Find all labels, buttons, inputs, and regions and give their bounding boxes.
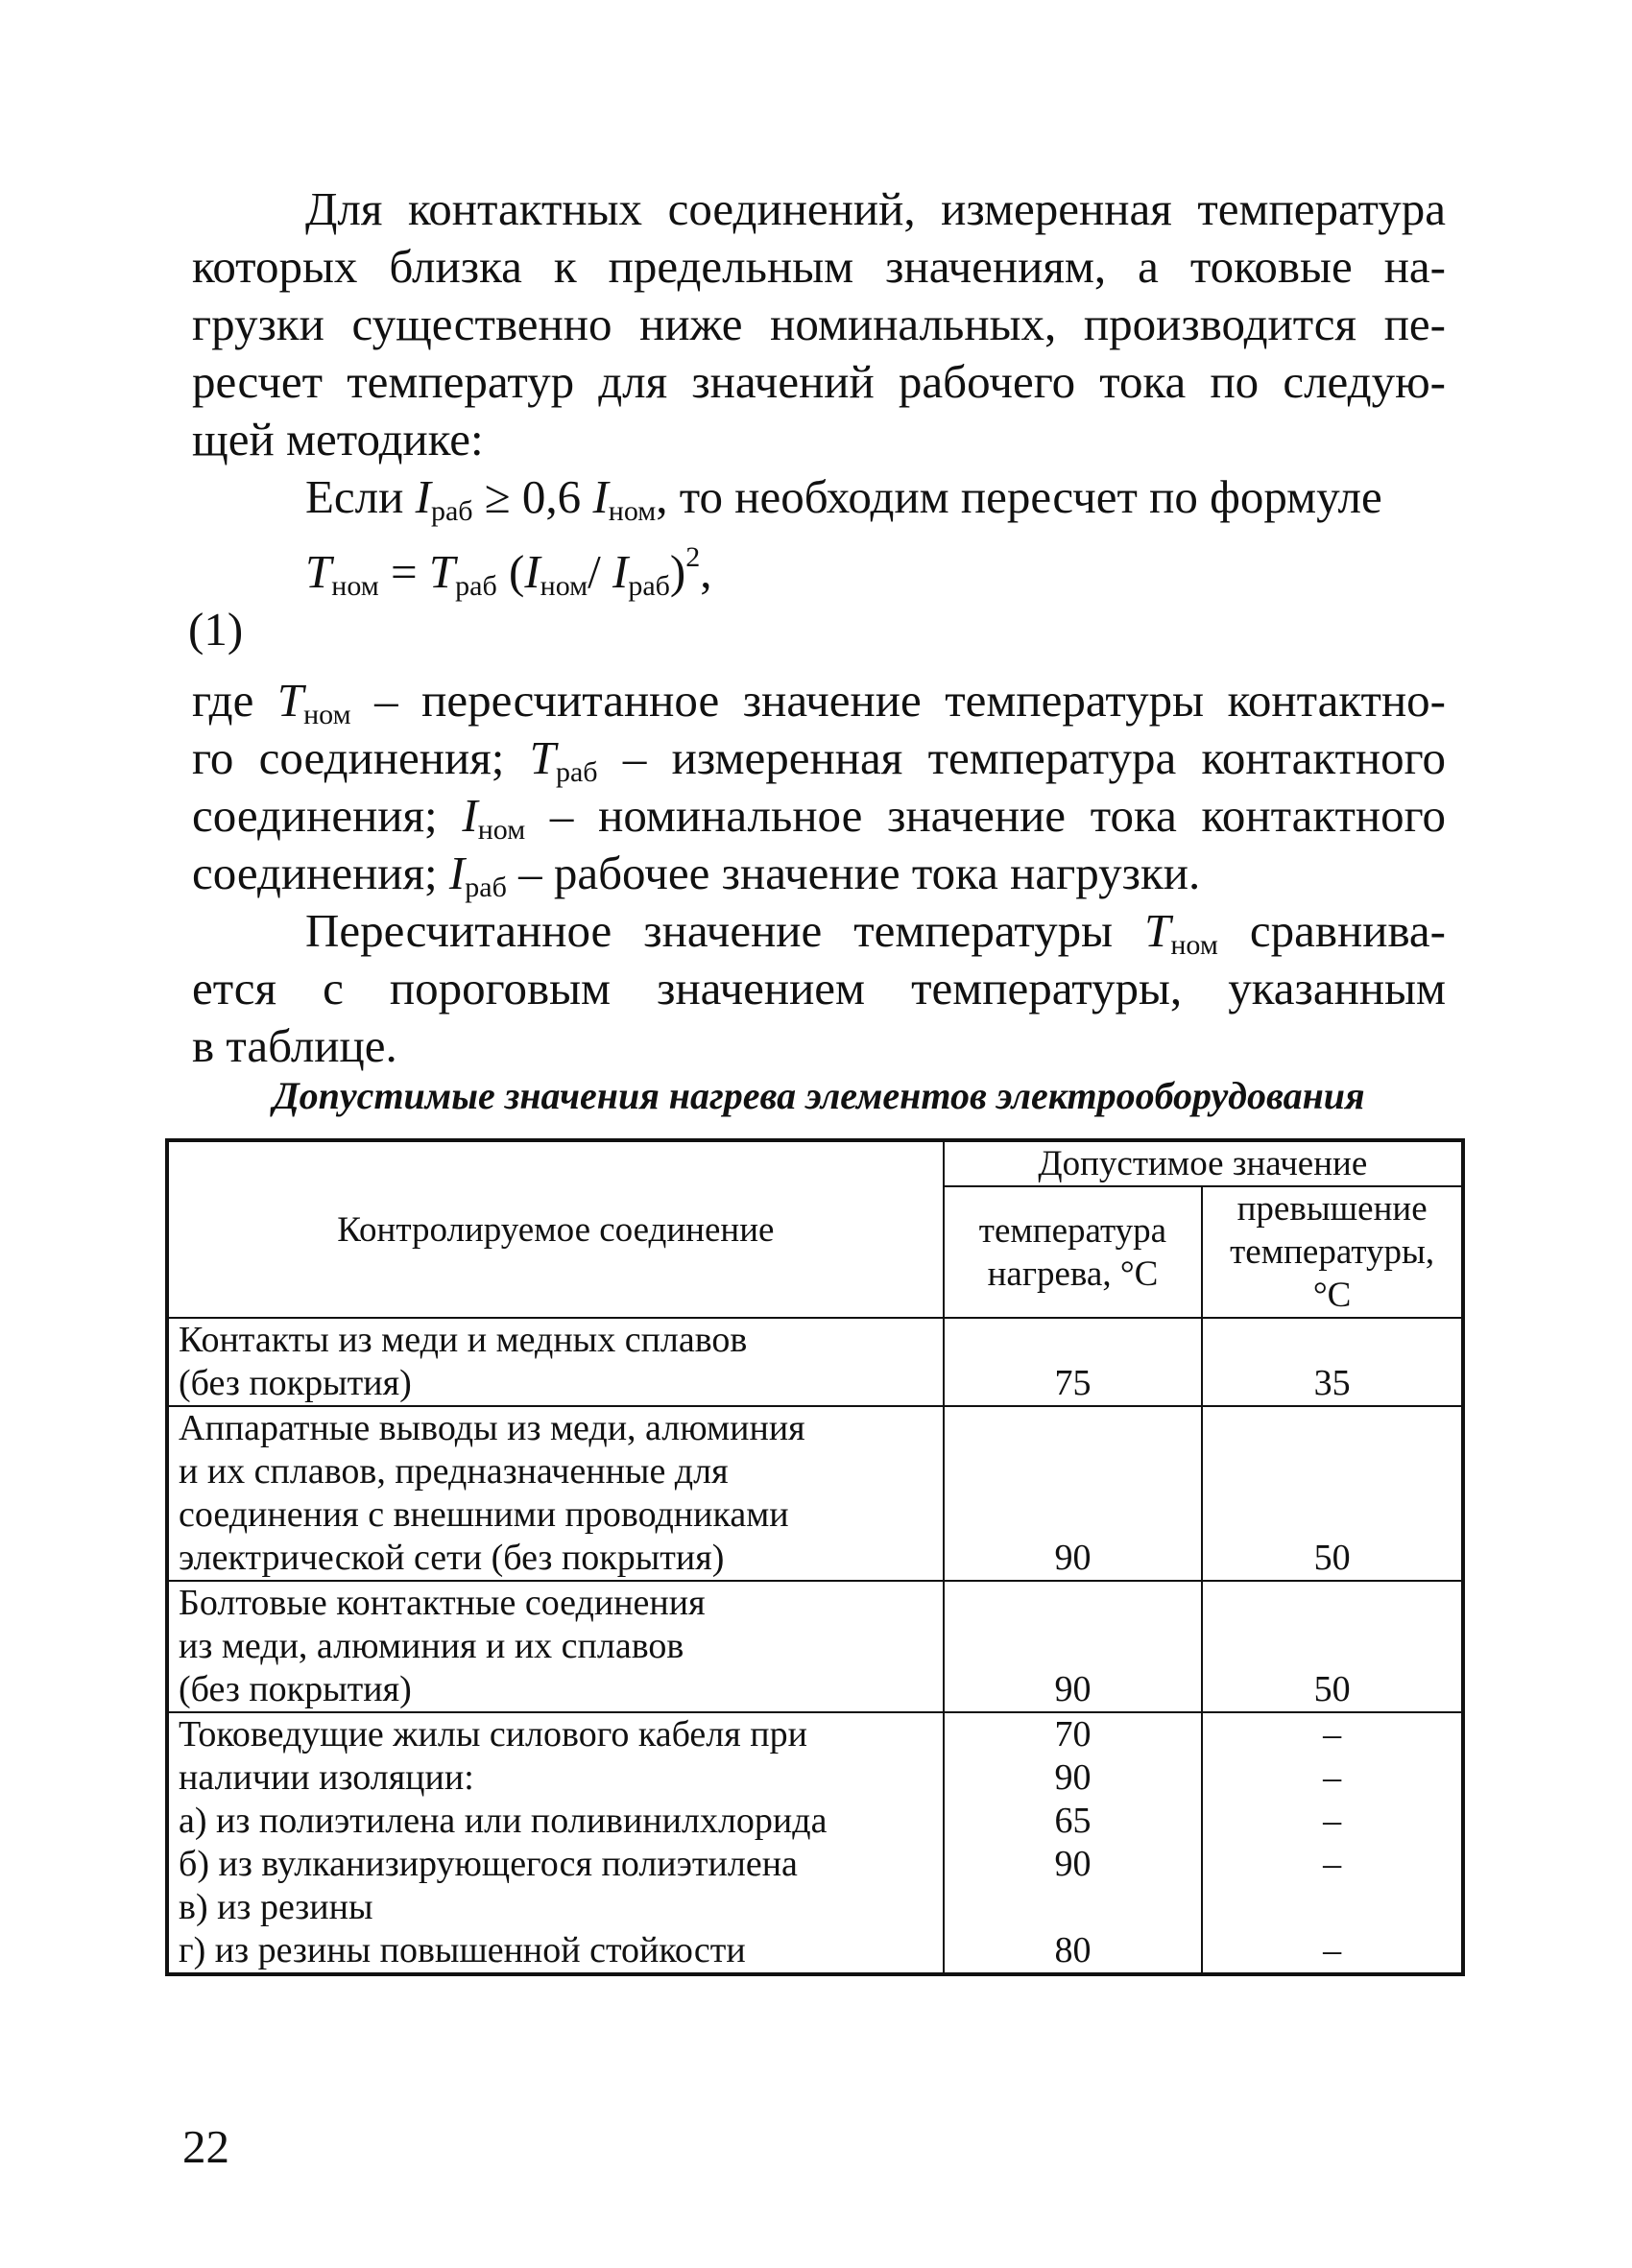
header-connection: Контролируемое соединение [167, 1140, 944, 1318]
cell-value [954, 1886, 1192, 1929]
sub-nom: ном [540, 570, 588, 602]
text-line: ется с пороговым значением температуры, указанным [192, 962, 1446, 1015]
cell-value: – [1323, 1757, 1342, 1798]
var-i: I [415, 470, 431, 523]
cell-line: Болтовые контактные соединения [179, 1583, 706, 1623]
text: сравнива- [1217, 904, 1446, 957]
text-line: грузки существенно ниже номинальных, производится пе- [192, 298, 1446, 350]
row-excess [1202, 1581, 1463, 1712]
table-row [167, 1406, 1463, 1581]
text-line [192, 672, 1446, 729]
cell-value: 80 [1054, 1930, 1092, 1970]
text-line: которых близка к предельным значениям, а токовые на- [192, 240, 1446, 293]
text-line: щей методике: [192, 413, 484, 466]
cell-line: (без покрытия) [179, 1363, 412, 1403]
formula-number: (1) [188, 603, 244, 656]
cell-line: г) из резины повышенной стойкости [179, 1930, 746, 1970]
sub-work: раб [465, 871, 507, 903]
var-i: I [612, 545, 629, 598]
paragraph-definitions [192, 672, 1446, 902]
cell-value: 90 [1054, 1844, 1092, 1884]
equals-sign: = [378, 545, 429, 598]
text: – номинальное значение тока контактного [525, 789, 1447, 842]
header-line: нагрева, °С [987, 1253, 1159, 1294]
row-temp [944, 1406, 1203, 1581]
cell-line: Аппаратные выводы из меди, алюминия [179, 1408, 805, 1448]
cell-value: 90 [1054, 1669, 1092, 1709]
row-excess [1202, 1406, 1463, 1581]
header-line: °С [1312, 1276, 1352, 1315]
cell-line: Токоведущие жилы силового кабеля при [179, 1714, 807, 1755]
sub-nom: ном [331, 570, 379, 602]
cell-value [1212, 1886, 1452, 1929]
table-header-row [167, 1140, 1463, 1186]
text-line: ресчет температур для значений рабочего тока по следую- [192, 355, 1446, 408]
cell-value: 35 [1313, 1363, 1351, 1403]
row-name [167, 1318, 944, 1406]
paren-close: ) [669, 545, 686, 598]
paren-open: ( [496, 545, 525, 598]
heating-limits-table [165, 1138, 1465, 1976]
text: где [192, 674, 277, 727]
text: – рабочее значение тока нагрузки. [506, 847, 1201, 899]
header-line: превышение [1236, 1189, 1428, 1229]
page-number: 22 [182, 2120, 229, 2173]
var-i: I [592, 470, 609, 523]
cell-value: 50 [1313, 1538, 1351, 1578]
cell-value: – [1323, 1801, 1342, 1841]
cell-value: – [1323, 1714, 1342, 1755]
var-t: T [529, 731, 556, 784]
row-name [167, 1406, 944, 1581]
text: Пересчитанное значение температуры [305, 904, 1145, 957]
row-temp [944, 1581, 1203, 1712]
sub-nom: ном [477, 814, 526, 846]
cell-line: в) из резины [179, 1887, 373, 1927]
table-row [167, 1581, 1463, 1712]
header-allowed-value: Допустимое значение [944, 1140, 1463, 1186]
paragraph-comparison [192, 902, 1446, 1075]
cell-value: 75 [1054, 1363, 1092, 1403]
condition-line [305, 468, 1382, 526]
cell-line: из меди, алюминия и их сплавов [179, 1626, 684, 1666]
var-t: T [276, 674, 304, 727]
condition-prefix: Если [305, 470, 416, 523]
row-name [167, 1581, 944, 1712]
text: го соединения; [192, 731, 530, 784]
cell-line: наличии изоляции: [179, 1757, 474, 1798]
var-t: T [428, 545, 456, 598]
paragraph-intro [192, 180, 1446, 468]
sub-work: раб [430, 495, 473, 527]
cell-line: электрической сети (без покрытия) [179, 1538, 725, 1578]
text-line [192, 787, 1446, 845]
text: соединения; [192, 789, 463, 842]
row-temp [944, 1712, 1203, 1974]
row-excess [1202, 1712, 1463, 1974]
var-i: I [524, 545, 540, 598]
cell-value: – [1323, 1844, 1342, 1884]
text: – измеренная температура контактного [597, 731, 1446, 784]
header-line: температура [978, 1210, 1167, 1251]
comma: , [700, 545, 712, 598]
table-row [167, 1318, 1463, 1406]
sub-work: раб [455, 570, 497, 602]
cell-line: соединения с внешними проводниками [179, 1494, 789, 1535]
text-line [192, 845, 1446, 902]
var-t: T [305, 545, 332, 598]
header-line: температуры, [1230, 1232, 1435, 1272]
cell-value: 50 [1313, 1669, 1351, 1709]
condition-suffix: , то необходим пересчет по формуле [656, 470, 1382, 523]
row-temp [944, 1318, 1203, 1406]
var-i: I [462, 789, 478, 842]
sub-work: раб [555, 756, 598, 788]
text-line: в таблице. [192, 1019, 397, 1072]
sub-nom: ном [303, 699, 351, 730]
text-line [192, 729, 1446, 787]
header-heating-temp [944, 1186, 1203, 1318]
row-excess [1202, 1318, 1463, 1406]
text: – пересчитанное значение температуры контактно- [350, 674, 1446, 727]
cell-value: 90 [1054, 1538, 1092, 1578]
text: соединения; [192, 847, 449, 899]
exponent: 2 [685, 541, 701, 573]
header-temp-excess [1202, 1186, 1463, 1318]
formula [305, 543, 711, 601]
cell-value: – [1323, 1930, 1342, 1970]
cell-value: 65 [1054, 1801, 1092, 1841]
var-t: T [1144, 904, 1171, 957]
sub-work: раб [628, 570, 670, 602]
cell-line: Контакты из меди и медных сплавов [179, 1320, 748, 1360]
cell-line: б) из вулканизирующегося полиэтилена [179, 1844, 798, 1884]
cell-value: 70 [1054, 1714, 1092, 1755]
cell-line: а) из полиэтилена или поливинилхлорида [179, 1801, 828, 1841]
cell-line: и их сплавов, предназначенные для [179, 1451, 729, 1492]
table-caption: Допустимые значения нагрева элементов электрооборудования [273, 1074, 1365, 1117]
row-name [167, 1712, 944, 1974]
text-line: Для контактных соединений, измеренная температура [305, 182, 1446, 235]
table-row [167, 1712, 1463, 1974]
sub-nom: ном [608, 495, 657, 527]
cell-value: 90 [1054, 1757, 1092, 1798]
sub-nom: ном [1170, 929, 1218, 961]
condition-middle: ≥ 0,6 [472, 470, 593, 523]
slash: / [588, 545, 612, 598]
text-line [192, 902, 1446, 960]
var-i: I [448, 847, 466, 899]
cell-line: (без покрытия) [179, 1669, 412, 1709]
